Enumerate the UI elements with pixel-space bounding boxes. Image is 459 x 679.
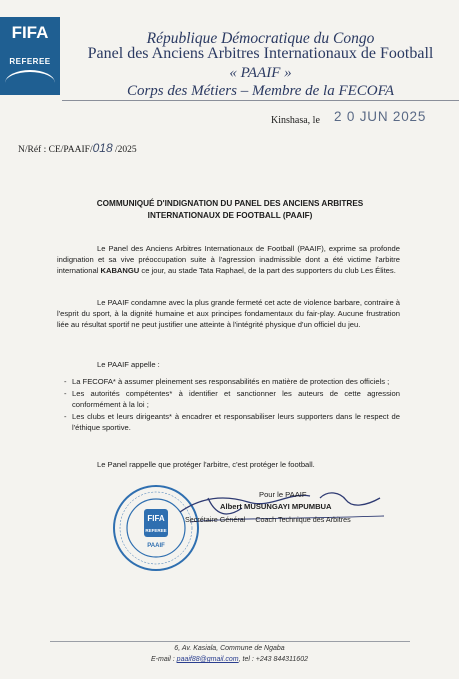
list-item — [64, 411, 400, 433]
bullet-dash: - — [64, 412, 67, 421]
reference-suffix: /2025 — [112, 145, 137, 155]
header-divider — [62, 100, 459, 101]
reference-handwritten-number: 018 — [92, 141, 113, 155]
signatory-roles — [185, 515, 351, 524]
appeal-list — [64, 376, 400, 434]
list-item-text: La FECOFA* à assumer pleinement ses responsabilités en matière de protection des officiels ; — [72, 377, 390, 386]
footer-divider — [50, 641, 410, 642]
list-item — [64, 376, 400, 387]
title-line-2: INTERNATIONAUX DE FOOTBALL (PAAIF) — [147, 210, 313, 220]
footer-contact — [0, 656, 459, 663]
reference-prefix: N/Réf : CE/PAAIF/ — [18, 145, 93, 155]
header-organisation: Panel des Anciens Arbitres Internationaux de Football — [87, 45, 434, 62]
paragraph-1-start: Le Panel des Anciens Arbitres Internationaux de Football (PAAIF), exprime sa profonde indignation et sa vive préoccupation suite à l'agression inadmissible dont a été victime l'arbitre international — [57, 244, 400, 275]
fifa-referee-logo — [0, 17, 60, 95]
footer-email-label: E-mail : — [151, 656, 177, 663]
bullet-dash: - — [64, 377, 67, 386]
header-acronym: « PAAIF » — [229, 65, 292, 81]
logo-arc — [5, 70, 55, 96]
communique-title — [60, 198, 400, 221]
logo-sub: REFEREE — [9, 57, 51, 66]
signature-for: Pour le PAAIF — [259, 490, 307, 499]
stamp-brand: FIFA — [147, 514, 165, 523]
footer-email-link[interactable]: paaif88@gmail.com — [176, 656, 239, 663]
title-line-1: COMMUNIQUÉ D'INDIGNATION DU PANEL DES ANCIENS ARBITRES — [96, 199, 364, 208]
header-membership: Corps des Métiers – Membre de la FECOFA — [126, 83, 395, 99]
paragraph-3: Le PAAIF appelle : — [97, 360, 160, 369]
footer-address: 6, Av. Kasiala, Commune de Ngaba — [174, 645, 285, 652]
list-item-text: Les autorités compétentes* à identifier et sanctionner les auteurs de cette agression conformément à la loi ; — [72, 389, 400, 409]
stamp-sub: REFEREE — [145, 528, 167, 533]
header-country: République Démocratique du Congo — [146, 30, 375, 47]
signatory-role-1: Secrétaire Général — [185, 515, 246, 524]
list-item — [64, 388, 400, 410]
footer-phone: , tel : +243 844311602 — [238, 656, 308, 663]
signatory-role-2: Coach Technique des Arbitres — [255, 515, 351, 524]
logo-brand: FIFA — [11, 23, 49, 42]
place-label: Kinshasa, le — [271, 115, 320, 126]
referee-name: KABANGU — [100, 266, 140, 275]
paragraph-1 — [57, 243, 400, 276]
closing-statement: Le Panel rappelle que protéger l'arbitre, c'est protéger le football. — [97, 460, 315, 469]
bullet-dash: - — [64, 389, 67, 398]
paragraph-1-end: ce jour, au stade Tata Raphael, de la part des supporters du club Les Élites. — [139, 266, 396, 275]
signatory-name: Albert MUSUNGAYI MPUMBUA — [220, 502, 332, 511]
list-item-text: Les clubs et leurs dirigeants* à encadrer et responsabiliser leurs supporters dans le respect de l'éthique sportive. — [72, 412, 400, 432]
reference-number — [18, 141, 137, 155]
date-stamp: 2 0 JUN 2025 — [334, 109, 427, 124]
stamp-acronym: PAAIF — [147, 543, 165, 549]
paragraph-2: Le PAAIF condamne avec la plus grande fermeté cet acte de violence barbare, contraire à l'esprit du sport, à la dignité humaine et aux principes fondamentaux du fair-play. Aucune frustration liée au résultat sportif ne peut justifier une atteinte à l'intégrité physique d'un officiel du jeu. — [57, 298, 400, 329]
